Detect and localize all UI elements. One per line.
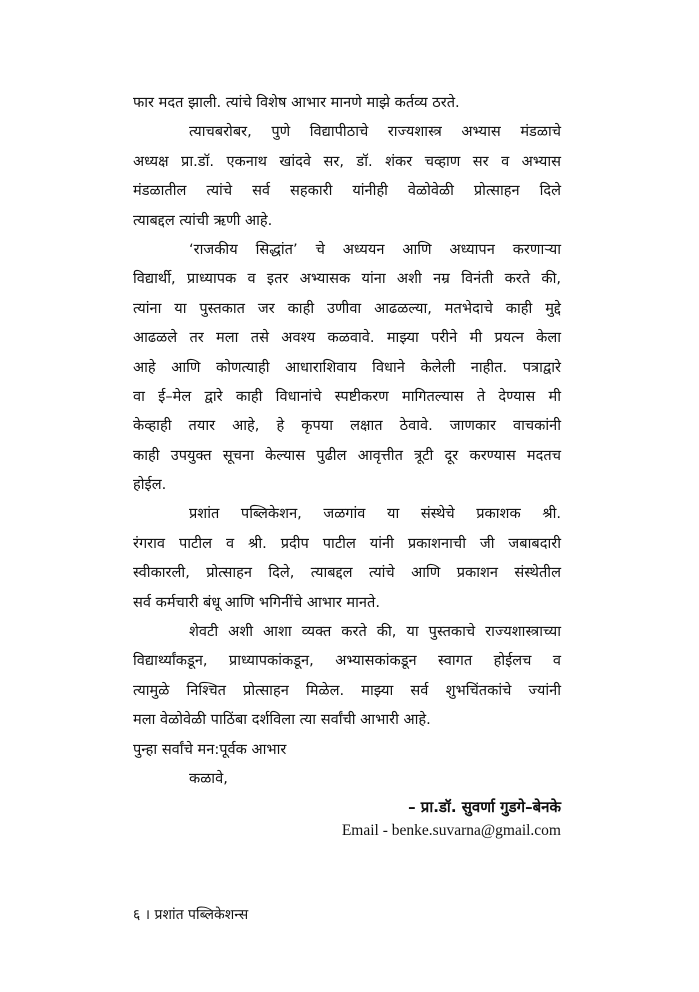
body-line: सर्व कर्मचारी बंधू आणि भगिनींचे आभार मानते.: [133, 593, 380, 611]
closing-sign-off: कळावे,: [189, 769, 228, 787]
body-line: होईल.: [133, 476, 167, 494]
body-line: त्याचबरोबर, पुणे विद्यापीठाचे राज्यशास्त्र अभ्यास मंडळाचे: [189, 123, 561, 141]
body-line: प्रशांत पब्लिकेशन, जळगांव या संस्थेचे प्रकाशक श्री.: [189, 505, 561, 523]
page-number: ६: [133, 907, 141, 923]
author-email: Email - benke.suvarna@gmail.com: [341, 821, 561, 839]
author-signature: – प्रा.डॉ. सुवर्णा गुडगे–बेनके: [408, 798, 561, 817]
body-line: अध्यक्ष प्रा.डॉ. एकनाथ खांदवे सर, डॉ. शंकर चव्हाण सर व अभ्यास: [133, 152, 561, 170]
page-footer: [133, 905, 248, 924]
body-line: विद्यार्थ्यांकडून, प्राध्यापकांकडून, अभ्यासकांकडून स्वागत होईलच व: [133, 652, 561, 670]
letter-body: [133, 88, 561, 842]
body-line: केव्हाही तयार आहे, हे कृपया लक्षात ठेवावे. जाणकार वाचकांनी: [133, 417, 561, 435]
body-line: आहे आणि कोणत्याही आधाराशिवाय विधाने केलेली नाहीत. पत्राद्वारे: [133, 358, 561, 376]
body-line: मंडळातील त्यांचे सर्व सहकारी यांनीही वेळोवेळी प्रोत्साहन दिले: [133, 182, 561, 200]
body-line: फार मदत झाली. त्यांचे विशेष आभार मानणे माझे कर्तव्य ठरते.: [133, 94, 460, 111]
body-line: शेवटी अशी आशा व्यक्त करते की, या पुस्तकाचे राज्यशास्त्राच्या: [189, 623, 561, 641]
footer-separator: ।: [144, 907, 151, 923]
body-line: विद्यार्थी, प्राध्यापक व इतर अभ्यासक यांना अशी नम्र विनंती करते की,: [133, 270, 561, 288]
closing-thanks: पुन्हा सर्वांचे मन:पूर्वक आभार: [133, 740, 287, 758]
body-line: स्वीकारली, प्रोत्साहन दिले, त्याबद्दल त्यांचे आणि प्रकाशन संस्थेतील: [133, 564, 561, 582]
body-line: काही उपयुक्त सूचना केल्यास पुढील आवृत्तीत त्रूटी दूर करण्यास मदतच: [133, 446, 561, 464]
body-line: ‘राजकीय सिद्धांत’ चे अध्ययन आणि अध्यापन करणाऱ्या: [189, 240, 561, 258]
body-line: रंगराव पाटील व श्री. प्रदीप पाटील यांनी प्रकाशनाची जी जबाबदारी: [133, 534, 561, 552]
footer-publisher: प्रशांत पब्लिकेशन्स: [154, 907, 249, 923]
body-line: मला वेळोवेळी पाठिंबा दर्शविला त्या सर्वांची आभारी आहे.: [133, 711, 431, 729]
body-line: वा ई–मेल द्वारे काही विधानांचे स्पष्टीकरण मागितल्यास ते देण्यास मी: [133, 387, 561, 405]
body-line: त्यामुळे निश्चित प्रोत्साहन मिळेल. माझ्या सर्व शुभचिंतकांचे ज्यांनी: [133, 681, 561, 699]
body-line: त्याबद्दल त्यांची ऋणी आहे.: [133, 211, 273, 229]
body-line: त्यांना या पुस्तकात जर काही उणीवा आढळल्या, मतभेदाचे काही मुद्दे: [133, 299, 561, 317]
body-line: आढळले तर मला तसे अवश्य कळवावे. माझ्या परीने मी प्रयत्न केला: [133, 329, 561, 347]
